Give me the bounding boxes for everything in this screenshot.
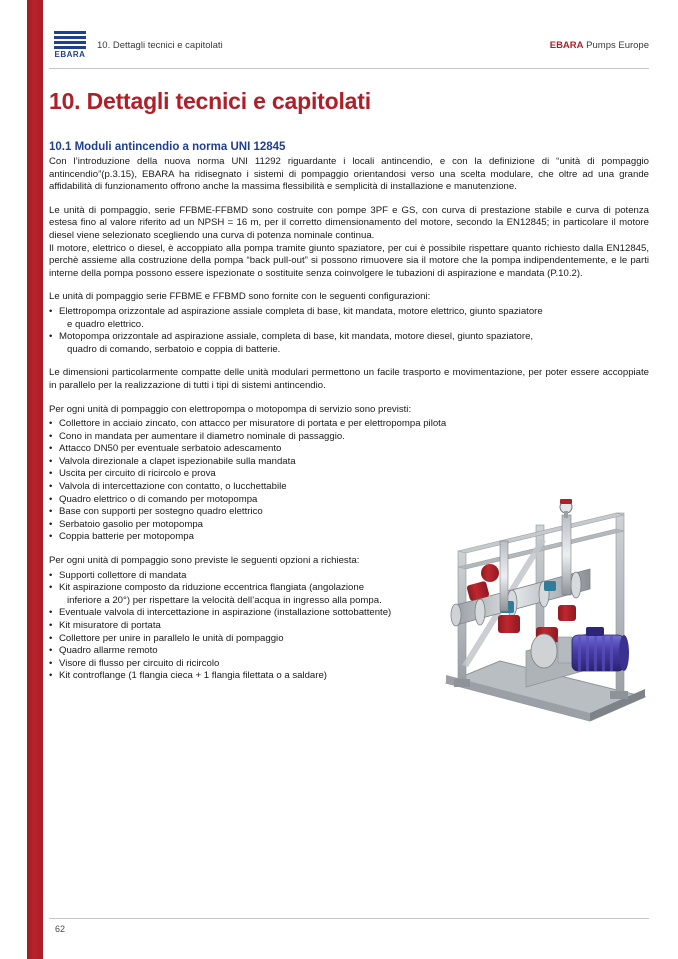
paragraph-intro: Con l’introduzione della nuova norma UNI 11292 riguardante i locali antincendio, e con la definizione di “unità di pompaggio antincendio”(p.3.15), EBARA ha ridisegnato i sistemi di pompaggio orientandosi verso una scelta modulare, che oltre ad una grande affidabilità di funzionamento offrono anche la massima flessibilità e semplicità di installazione e manutenzione.: [49, 156, 649, 193]
list-item-line1: Motopompa orizzontale ad aspirazione assiale, completa di base, kit mandata, motore diesel, giunto spaziatore,: [59, 331, 534, 343]
list-item: • Coppia batterie per motopompa: [49, 531, 449, 544]
header-chapter-label: 10. Dettagli tecnici e capitolati: [97, 40, 223, 51]
list-item: [49, 306, 649, 331]
page-header: [49, 28, 649, 68]
list-item: • Valvola direzionale a clapet ispezionabile sulla mandata: [49, 456, 449, 469]
list-included-items: [49, 418, 449, 544]
paragraph-compact-dimensions: Le dimensioni particolarmente compatte delle unità modulari permettono un facile trasporto e movimentazione, per poter essere accoppiate in parallelo per la realizzazione di tutti i tipi di sistemi antincendio.: [49, 367, 649, 391]
list-item: • Attacco DN50 per eventuale serbatoio adescamento: [49, 443, 449, 456]
product-photo: [440, 455, 650, 725]
paragraph-motor-coupling: Il motore, elettrico o diesel, è accoppiato alla pompa tramite giunto spaziatore, per cui è possibile rispettare quanto richiesto dalla EN12845, perchè assieme alla costruzione della pompa “back pull-out” si possono rimuovere sia il motore che la pompa indipendentemente, e le parti interne della pompa possono essere ispezionate o sostituite senza coinvolgere le tubazioni di aspirazione e mandata (P.10.2).: [49, 242, 649, 279]
list-item: [49, 645, 449, 658]
paragraph-options-intro: Per ogni unità di pompaggio sono previste le seguenti opzioni a richiesta:: [49, 555, 360, 567]
list-item: • Serbatoio gasolio per motopompa: [49, 519, 449, 532]
list-item-line2: inferiore a 20°) per rispettare la velocità dell’acqua in ingresso alla pompa.: [67, 594, 382, 606]
list-item: • Uscita per circuito di ricircolo e prova: [49, 468, 449, 481]
list-item: • Cono in mandata per aumentare il diametro nominale di passaggio.: [49, 431, 449, 444]
list-optional-items: [49, 570, 449, 683]
ebara-logo: [49, 31, 91, 65]
list-item-line1: Eventuale valvola di intercettazione in aspirazione (installazione sottobattente): [59, 607, 392, 619]
paragraph-included-intro: Per ogni unità di pompaggio con elettropompa o motopompa di servizio sono previsti:: [49, 403, 412, 415]
list-item-line1: Collettore per unire in parallelo le unità di pompaggio: [59, 632, 284, 644]
list-item-line1: Elettropompa orizzontale ad aspirazione assiale completa di base, kit mandata, motore elettrico, giunto spaziatore: [59, 305, 543, 317]
list-item-line2: e quadro elettrico.: [67, 318, 144, 330]
list-item: • Base con supporti per sostegno quadro elettrico: [49, 506, 449, 519]
list-item: • Collettore in acciaio zincato, con attacco per misuratore di portata e per elettropompa pilota: [49, 418, 449, 431]
section-heading: 10.1 Moduli antincendio a norma UNI 12845: [49, 141, 286, 153]
list-item: [49, 633, 449, 646]
list-item: [49, 331, 649, 356]
paragraph-configurations-intro: Le unità di pompaggio serie FFBME e FFBMD sono fornite con le seguenti configurazioni:: [49, 291, 431, 303]
list-item-line1: Supporti collettore di mandata: [59, 569, 187, 581]
list-item: [49, 607, 449, 620]
header-brand-label: [550, 40, 649, 51]
page-title: 10. Dettagli tecnici e capitolati: [49, 88, 371, 114]
list-item: [49, 570, 449, 583]
header-brand-suffix: Pumps Europe: [583, 40, 649, 51]
list-item: [49, 670, 449, 683]
header-divider: [49, 68, 649, 69]
list-item: • Quadro elettrico o di comando per motopompa: [49, 494, 449, 507]
list-item: [49, 658, 449, 671]
pump-casing: [531, 634, 557, 668]
list-item-line1: Kit controflange (1 flangia cieca + 1 flangia filettata o a saldare): [59, 670, 327, 682]
list-item-line1: Quadro allarme remoto: [59, 645, 158, 657]
list-configurations: [49, 306, 649, 356]
ebara-logo-text: EBARA: [54, 50, 86, 59]
list-item-line2: quadro di comando, serbatoio e coppia di batterie.: [67, 343, 281, 355]
page-number: 62: [55, 924, 66, 934]
list-item-line1: Visore di flusso per circuito di ricircolo: [59, 657, 220, 669]
list-item-line1: Kit misuratore di portata: [59, 620, 161, 631]
list-item-line1: Kit aspirazione composto da riduzione eccentrica flangiata (angolazione: [59, 582, 365, 594]
header-brand-name: EBARA: [549, 40, 584, 51]
list-item: [49, 582, 449, 607]
left-red-bar: [27, 0, 43, 959]
ebara-logo-mark-icon: [54, 31, 86, 49]
paragraph-pump-units: Le unità di pompaggio, serie FFBME-FFBMD sono costruite con pompe 3PF e GS, con curva di prestazione stabile e curva di potenza estesa fino al valore riferito ad un NPSH = 16 m, per il corretto dimensionamento del motore, secondo la EN12845; in particolare il motore diesel viene selezionato scegliendo una curva di potenza nominale continua.: [49, 204, 649, 241]
list-item: • Valvola di intercettazione con contatto, o lucchettabile: [49, 481, 449, 494]
footer-divider: [49, 918, 649, 919]
list-item: [49, 620, 449, 633]
